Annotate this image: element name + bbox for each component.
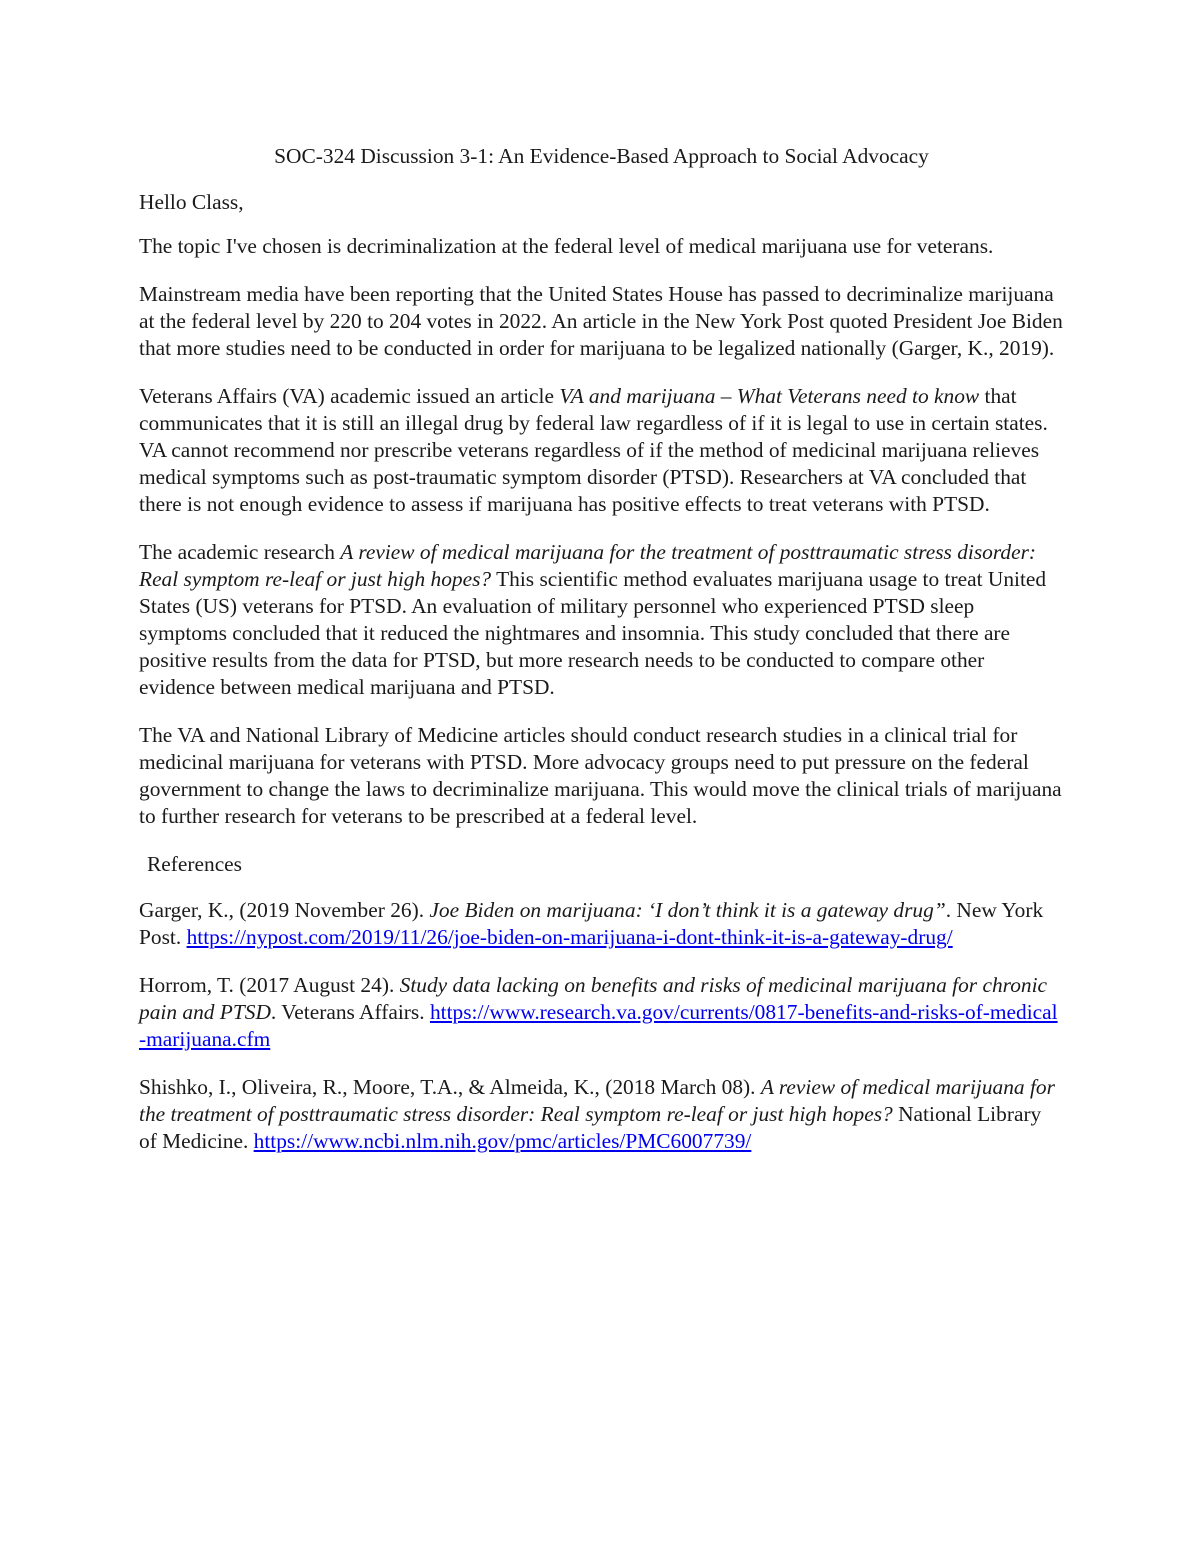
paragraph-va-article [139,383,1064,518]
reference-source: . Veterans Affairs. [270,1000,430,1024]
reference-item [139,972,1064,1053]
paragraph-academic-research [139,539,1064,701]
paragraph-text: This scientific method evaluates marijuana usage to treat United States (US) veterans for PTSD. An evaluation of military personnel who experienced PTSD sleep symptoms concluded that it reduced the nightmares and insomnia. This study concluded that there are positive results from the data for PTSD, but more research needs to be conducted to compare other evidence between medical marijuana and PTSD. [139,567,1047,699]
paragraph-media: Mainstream media have been reporting that the United States House has passed to decriminalize marijuana at the federal level by 220 to 204 votes in 2022. An article in the New York Post quoted President Joe Biden that more studies need to be conducted in order for marijuana to be legalized nationally (Garger, K., 2019). [139,282,1063,360]
reference-item [139,897,1064,951]
reference-author: Shishko, I., Oliveira, R., Moore, T.A., & Almeida, K., (2018 March 08). [139,1075,761,1099]
references-heading: References [147,852,243,876]
paragraph-conclusion: The VA and National Library of Medicine articles should conduct research studies in a clinical trial for medicinal marijuana for veterans with PTSD. More advocacy groups need to put pressure on the federal government to change the laws to decriminalize marijuana. This would move the clinical trials of marijuana to further research for veterans to be prescribed at a federal level. [139,723,1062,828]
reference-link[interactable]: https://nypost.com/2019/11/26/joe-biden-on-marijuana-i-dont-think-it-is-a-gateway-drug/ [186,925,953,949]
reference-title: Study data lacking on benefits and risks of medicinal marijuana for chronic pain and PTSD [139,973,1048,1024]
paragraph-topic: The topic I've chosen is decriminalization at the federal level of medical marijuana use for veterans. [139,234,994,258]
reference-title: Joe Biden on marijuana: ‘I don’t think it is a gateway drug” [429,898,946,922]
document-title: SOC-324 Discussion 3-1: An Evidence-Based Approach to Social Advocacy [274,144,929,168]
paragraph-text: The academic research [139,540,341,564]
document-page [139,140,1064,1176]
reference-author: Horrom, T. (2017 August 24). [139,973,400,997]
reference-item [139,1074,1064,1155]
reference-link[interactable]: https://www.ncbi.nlm.nih.gov/pmc/articles/PMC6007739/ [253,1129,752,1153]
reference-source: . New York Post. [139,898,1044,949]
reference-author: Garger, K., (2019 November 26). [139,898,430,922]
greeting: Hello Class, [139,190,244,214]
paragraph-text: that communicates that it is still an illegal drug by federal law regardless of if it is legal to use in certain states. VA cannot recommend nor prescribe veterans regardless of if the method of medicinal marijuana relieves medical symptoms such as post-traumatic symptom disorder (PTSD). Researchers at VA concluded that there is not enough evidence to assess if marijuana has positive effects to treat veterans with PTSD. [139,384,1048,516]
reference-link[interactable]: https://www.research.va.gov/currents/0817-benefits-and-risks-of-medical-marijuana.cfm [139,1000,1058,1051]
paragraph-text: Veterans Affairs (VA) academic issued an article [139,384,560,408]
research-title: A review of medical marijuana for the treatment of posttraumatic stress disorder: Real symptom re-leaf or just high hopes? [139,540,1037,591]
reference-title: A review of medical marijuana for the treatment of posttraumatic stress disorder: Real symptom re-leaf or just high hopes? [139,1075,1055,1126]
reference-source: National Library of Medicine. [139,1102,1042,1153]
article-title: VA and marijuana – What Veterans need to know [559,384,980,408]
